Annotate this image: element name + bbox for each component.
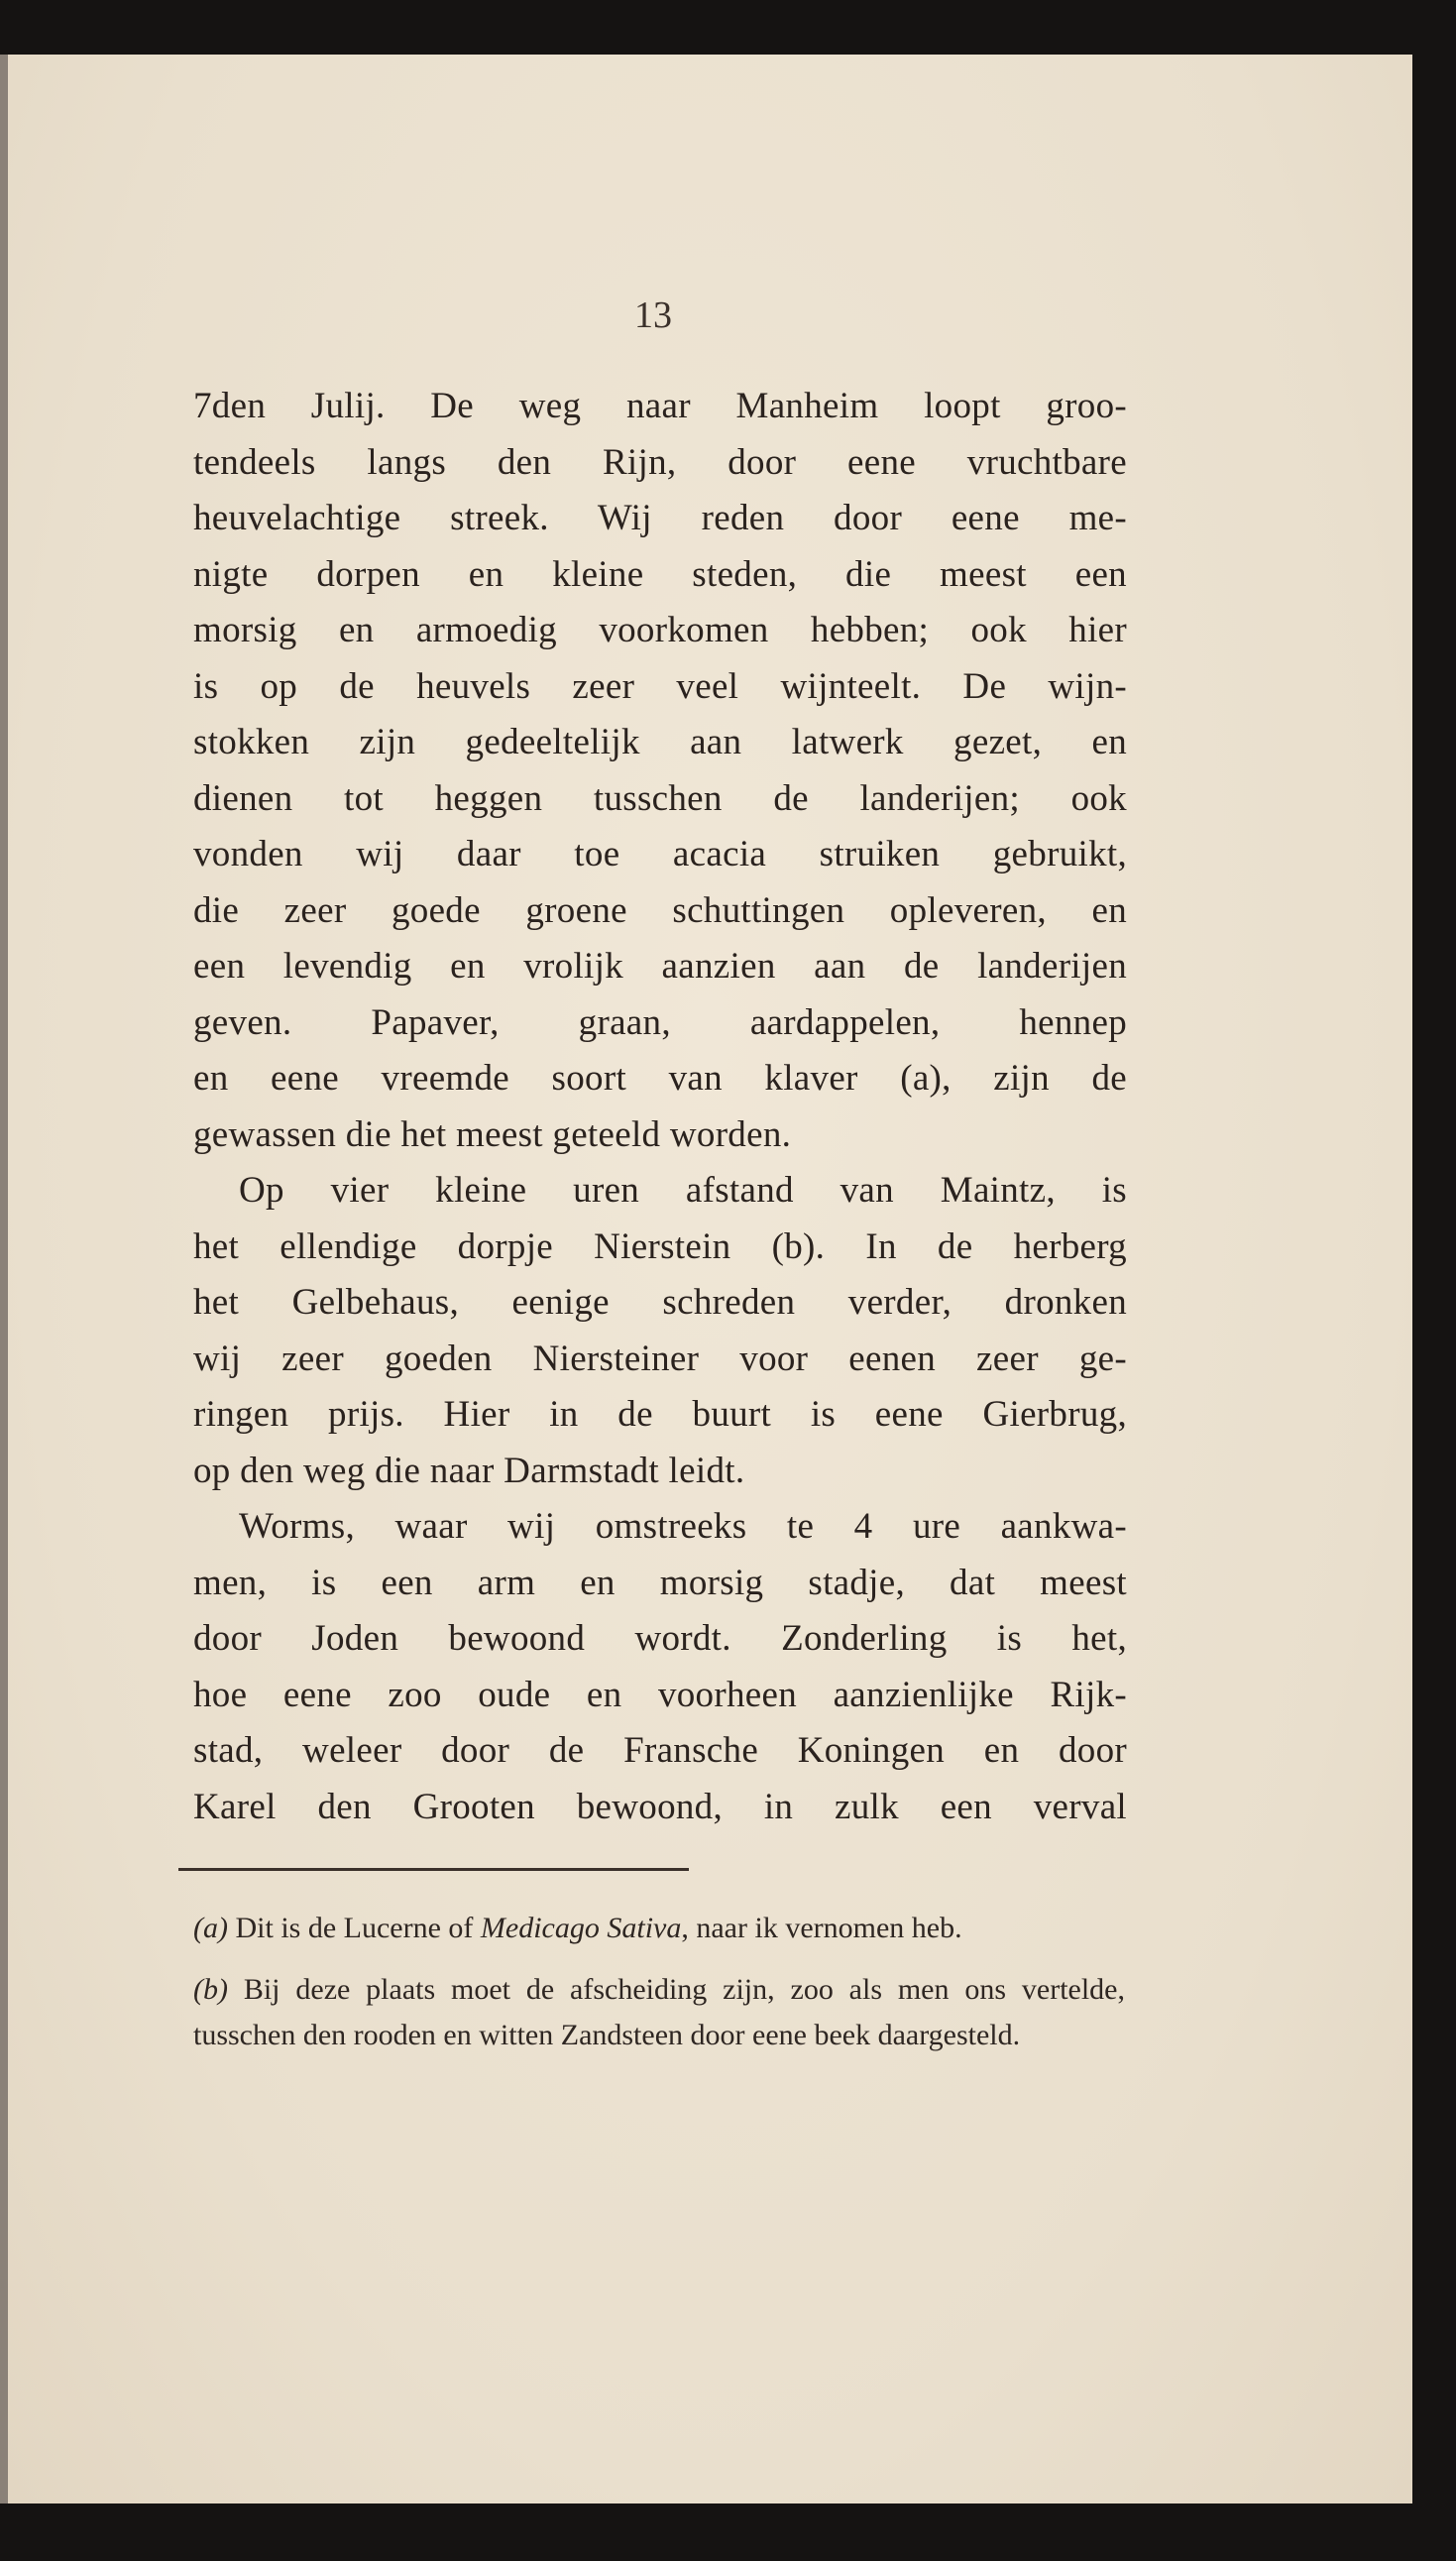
footnote-italic-text: Medicago Sativa (480, 1912, 682, 1944)
text-line: nigte dorpen en kleine steden, die meest een (193, 553, 1127, 595)
footnotes (193, 1906, 1125, 2058)
text-line: stad, weleer door de Fransche Koningen en door (193, 1730, 1127, 1771)
text-line: ringen prijs. Hier in de buurt is eene Gierbrug, (193, 1394, 1127, 1435)
text-line: vonden wij daar toe acacia struiken gebruikt, (193, 834, 1127, 874)
text-line: 7den Julij. De weg naar Manheim loopt groo- (193, 386, 1127, 426)
text-line: het ellendige dorpje Nierstein (b). In de herberg (193, 1225, 1127, 1267)
text-line: die zeer goede groene schuttingen opleveren, en (193, 889, 1127, 931)
text-line: geven. Papaver, graan, aardappelen, hennep (193, 1001, 1127, 1043)
footnote-b (193, 1967, 1125, 2058)
text-line: op den weg die naar Darmstadt leidt. (193, 1450, 745, 1491)
text-line: stokken zijn gedeeltelijk aan latwerk gezet, en (193, 722, 1127, 762)
body-text (193, 379, 1127, 1835)
footnote-label: (a) (193, 1912, 228, 1944)
footnote-text: Dit is de Lucerne of (227, 1912, 481, 1944)
text-line: Karel den Grooten bewoond, in zulk een verval (193, 1786, 1127, 1827)
footnote-text: Bij deze plaats moet de afscheiding zijn, zoo als men ons vertelde, tusschen den rooden en witten Zandsteen door eene beek daargesteld. (193, 1973, 1125, 2051)
text-line: men, is een arm en morsig stadje, dat meest (193, 1562, 1127, 1603)
text-line: wij zeer goeden Niersteiner voor eenen zeer ge- (193, 1338, 1127, 1379)
footnote-text: , naar ik vernomen heb. (681, 1912, 962, 1944)
text-line: en eene vreemde soort van klaver (a), zijn de (193, 1058, 1127, 1099)
text-line: tendeels langs den Rijn, door eene vruchtbare (193, 441, 1127, 483)
footnote-label: (b) (193, 1973, 228, 2006)
text-line: gewassen die het meest geteeld worden. (193, 1113, 792, 1155)
text-line: Op vier kleine uren afstand van Maintz, is (239, 1170, 1127, 1211)
text-line: dienen tot heggen tusschen de landerijen; ook (193, 777, 1127, 819)
text-line: Worms, waar wij omstreeks te 4 ure aankwa- (239, 1506, 1127, 1547)
text-line: hoe eene zoo oude en voorheen aanzienlijke Rijk- (193, 1674, 1127, 1715)
footnote-a (193, 1906, 1125, 1951)
footnote-rule (178, 1868, 689, 1871)
text-line: het Gelbehaus, eenige schreden verder, dronken (193, 1282, 1127, 1323)
text-line: morsig en armoedig voorkomen hebben; ook hier (193, 610, 1127, 650)
text-line: door Joden bewoond wordt. Zonderling is het, (193, 1618, 1127, 1659)
text-line: is op de heuvels zeer veel wijnteelt. De wijn- (193, 665, 1127, 707)
page-number: 13 (634, 294, 672, 336)
text-line: een levendig en vrolijk aanzien aan de landerijen (193, 946, 1127, 987)
text-line: heuvelachtige streek. Wij reden door eene me- (193, 498, 1127, 538)
